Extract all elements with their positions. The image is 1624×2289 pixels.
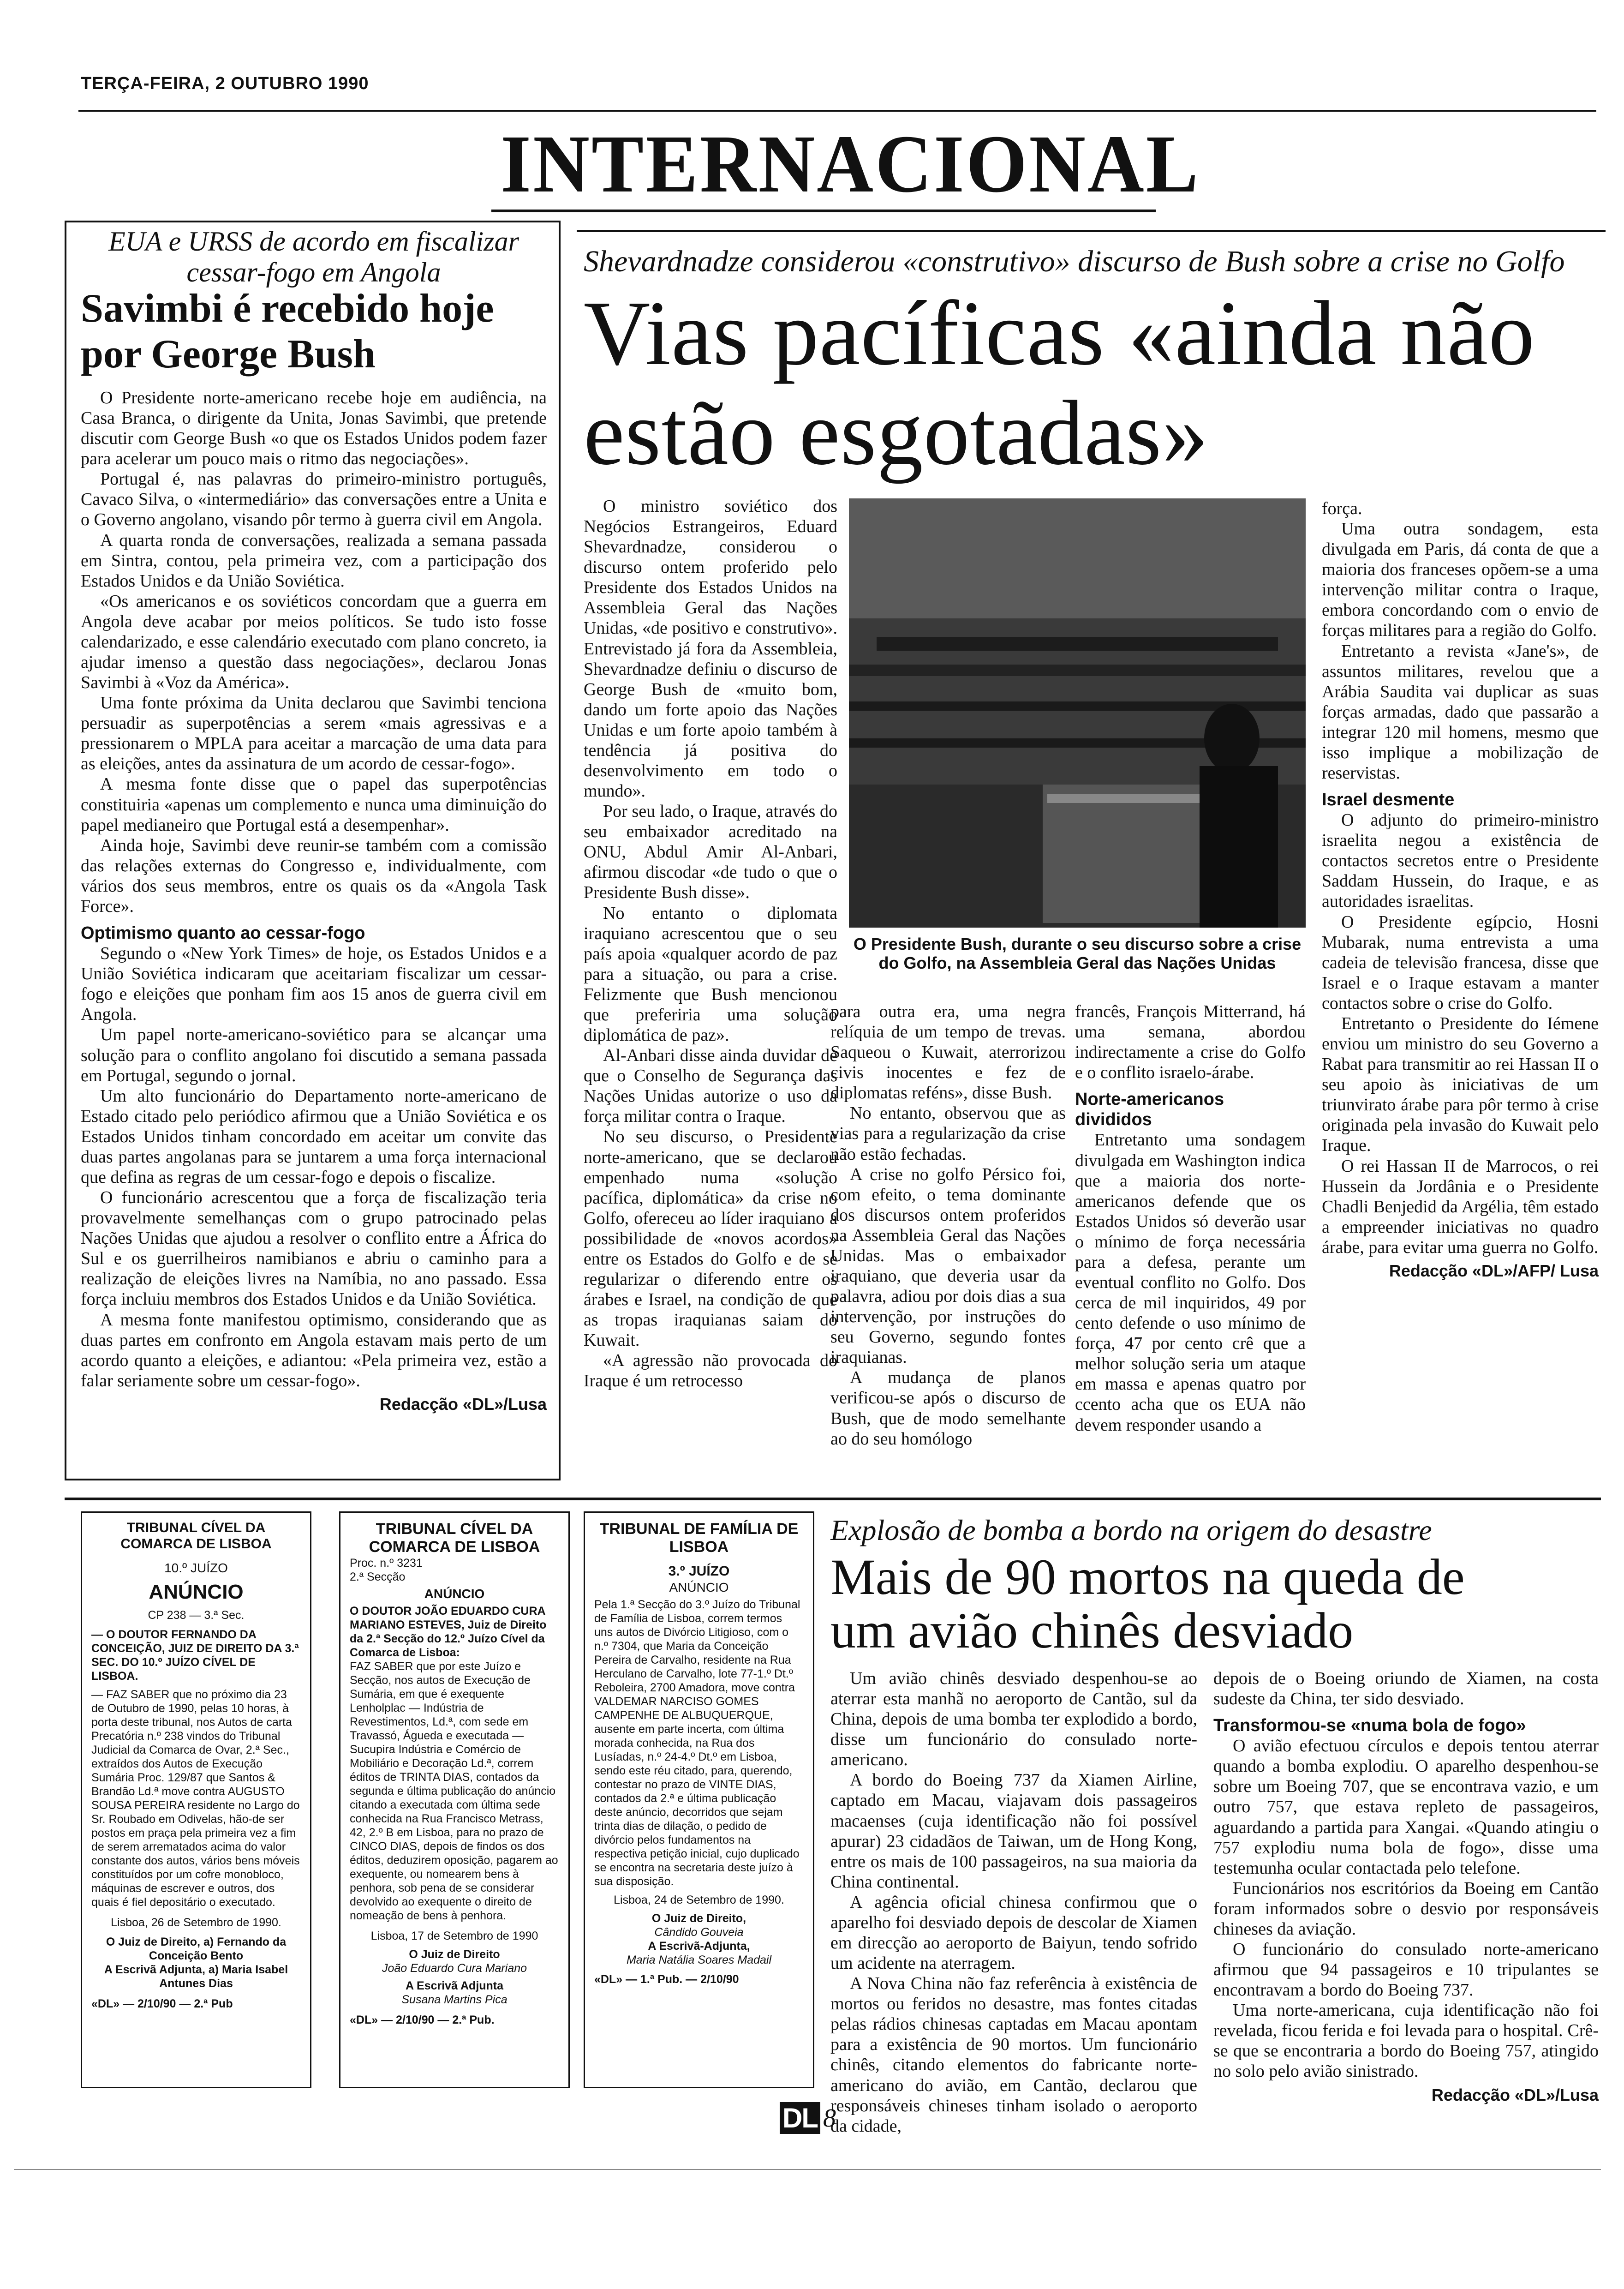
savimbi-subhead: Optimismo quanto ao cessar-fogo [81, 923, 365, 943]
savimbi-paragraph: A mesma fonte disse que o papel das superpotências constituiria «apenas um complemento e nunca uma diminuição do papel medianeiro que Portugal está a desempenhar». [81, 774, 547, 835]
golfo-column-3 [1075, 1001, 1306, 1435]
savimbi-paragraph: O funcionário acrescentou que a força de fiscalização teria provavelmente semelhanças com o grupo patrocinado pelas Nações Unidas que ajudou a resolver o conflito entre a África do Sul e os guerrilheiros namibianos e abriu o caminho para a realização de eleições livres na Namíbia, no ano passado. Essa força incluiu membros dos Estados Unidos e da União Soviética. [81, 1188, 547, 1309]
lower-section-rule [65, 1498, 1601, 1500]
court-notice-heading: ANÚNCIO [149, 1580, 244, 1603]
savimbi-paragraph: A quarta ronda de conversações, realizada a semana passada em Sintra, contou, pela primeira vez, com a participação dos Estados Unidos e da União Soviética. [81, 530, 547, 591]
page-footer [780, 2102, 836, 2134]
court-notice-judge-title: O Juiz de Direito, [651, 1912, 746, 1925]
golfo-column-4 [1322, 498, 1599, 1281]
aviao-paragraph: depois de o Boeing oriundo de Xiamen, na costa sudeste da China, ter sido desviado. [1213, 1669, 1599, 1709]
court-notice-pub: «DL» — 2/10/90 — 2.ª Pub. [350, 2013, 495, 2027]
golfo-column-2 [830, 1001, 1066, 1449]
aviao-paragraph: O funcionário do consulado norte-americano afirmou que 94 passageiros e 10 tripulantes se encontravam a bordo do Boeing 737. [1213, 1940, 1599, 2000]
court-notice-1 [81, 1511, 311, 2088]
aviao-kicker: Explosão de bomba a bordo na origem do desastre [830, 1514, 1432, 1546]
savimbi-paragraph: O Presidente norte-americano recebe hoje em audiência, na Casa Branca, o dirigente da Unita, Jonas Savimbi, que pretende discutir com George Bush «o que os Estados Unidos podem fazer para acelerar um pouco mais o ritmo das negociações». [81, 388, 547, 469]
court-notice-ref: CP 238 — 3.ª Sec. [148, 1609, 245, 1622]
aviao-headline: Mais de 90 mortos na queda de um avião chinês desviado [830, 1549, 1465, 1659]
court-notice-title: TRIBUNAL CÍVEL DA COMARCA DE LISBOA [120, 1520, 272, 1552]
golfo-subhead: Israel desmente [1322, 790, 1455, 810]
court-notice-title: TRIBUNAL CÍVEL DA COMARCA DE LISBOA [369, 1520, 540, 1556]
court-notice-date: Lisboa, 24 de Setembro de 1990. [614, 1894, 784, 1907]
golfo-headline: Vias pacíficas «ainda não estão esgotadas» [584, 282, 1535, 484]
aviao-paragraph: Uma norte-americana, cuja identificação não foi revelada, ficou ferida e foi levada para o hospital. Crê-se que se encontraria a bordo do Boeing 757, atingido no solo pelo avião sinistrado. [1213, 2001, 1599, 2081]
court-notice-date: Lisboa, 17 de Setembro de 1990 [370, 1929, 538, 1943]
golfo-paragraph: força. [1322, 499, 1362, 518]
aviao-byline: Redacção «DL»/Lusa [1431, 2085, 1599, 2104]
golfo-subhead: Norte-americanos divididos [1075, 1090, 1224, 1130]
savimbi-paragraph: Uma fonte próxima da Unita declarou que Savimbi tenciona persuadir as superpotências a serem «mais agressivas e a pressionarem o MPLA para aceitar a marcação de uma data para as eleições, antes da assinatura de um acordo de cessar-fogo». [81, 693, 547, 774]
page-number: 8 [823, 2103, 836, 2133]
court-notice-text: Pela 1.ª Secção do 3.º Juízo do Tribunal de Família de Lisboa, correm termos uns autos de Divórcio Litigioso, com o n.º 7304, que Maria da Conceição Pereira de Carvalho, residente na Rua Herculano de Carvalho, lote 77-1.º Dt.º Reboleira, 2700 Amadora, move contra VALDEMAR NARCISO GOMES CAMPENHE DE ALBUQUERQUE, ausente em parte incerta, com última morada conhecida, na Rua dos Lusíadas, n.º 24-4.º Dt.º em Lisboa, sendo este réu citado, para, querendo, contestar no prazo de VINTE DIAS, contados da 2.ª e última publicação deste anúncio, decorridos que sejam trinta dias de dilação, o pedido de divórcio pelos fundamentos na respectiva petição inicial, cujo duplicado se encontra na secretaria deste juízo à sua disposição. [594, 1598, 800, 1888]
edition-date: TERÇA-FEIRA, 2 OUTUBRO 1990 [81, 74, 369, 93]
savimbi-paragraph: Um papel norte-americano-soviético para se alcançar uma solução para o conflito angolano foi discutido a semana passada em Portugal, segundo o jornal. [81, 1025, 547, 1085]
aviao-paragraph: Funcionários nos escritórios da Boeing em Cantão foram informados sobre o desvio por responsáveis chineses da aviação. [1213, 1878, 1599, 1939]
court-notice-clerk: A Escrivã Adjunta, a) Maria Isabel Antunes Dias [104, 1963, 288, 1990]
header-rule [78, 110, 1596, 112]
aviao-paragraph: A agência oficial chinesa confirmou que o aparelho foi desviado depois de descolar de Xiamen em direcção ao aeroporto de Baiyun, tendo sofrido um acidente na aterragem. [830, 1892, 1197, 1973]
savimbi-paragraph: A mesma fonte manifestou optimismo, considerando que as duas partes em confronto em Angola estavam mais perto de um acordo quanto a eleições, e adiantou: «Pela primeira vez, estão a falar seriamente sobre um cessar-fogo». [81, 1310, 547, 1390]
court-notice-judge-title: O Juiz de Direito [409, 1948, 500, 1961]
aviao-column-2 [1213, 1668, 1599, 2104]
golfo-column-1 [584, 496, 837, 1391]
aviao-column-1 [830, 1668, 1197, 2136]
court-notice-text: — O DOUTOR FERNANDO DA CONCEIÇÃO, JUIZ DE DIREITO DA 3.ª SEC. DO 10.º JUÍZO CÍVEL DE LISBOA. [91, 1628, 299, 1683]
aviao-paragraph: A bordo do Boeing 737 da Xiamen Airline, captado em Macau, viajavam dois passageiros macaenses (cuja identificação não foi possível apurar) 23 cidadãos de Taiwan, um de Hong Kong, entre os mais de 100 passageiros, na sua maioria da China continental. [830, 1770, 1197, 1892]
savimbi-kicker: EUA e URSS de acordo em fiscalizar cessar-fogo em Angola [108, 226, 519, 288]
section-rule [491, 210, 1156, 212]
aviao-paragraph: A Nova China não faz referência à existência de mortos ou feridos no desastre, mas fontes citadas pelas rádios chinesas captadas em Macau apontam para a existência de 90 mortos. Um funcionário chinês, citando elementos do fabricante norte-americano do avião, em Cantão, declarou que responsáveis chineses tinham isolado o aeroporto da cidade, [830, 1974, 1197, 2136]
golfo-paragraph: francês, François Mitterrand, há uma semana, abordou indirectamente a crise do Golfo e o conflito israelo-árabe. [1075, 1002, 1306, 1083]
aviao-subhead: Transformou-se «numa bola de fogo» [1213, 1716, 1526, 1736]
court-notice-pub: «DL» — 1.ª Pub. — 2/10/90 [594, 1973, 739, 1986]
golfo-paragraph: O Presidente egípcio, Hosni Mubarak, numa entrevista a uma cadeia de televisão francesa, disse que Israel e o Iraque estavam a manter contactos sobre o crise do Golfo. [1322, 912, 1599, 1013]
section-title: INTERNACIONAL [501, 118, 1200, 210]
court-notice-date: Lisboa, 26 de Setembro de 1990. [111, 1916, 281, 1929]
savimbi-byline: Redacção «DL»/Lusa [379, 1394, 547, 1414]
golfo-kicker: Shevardnadze considerou «construtivo» discurso de Bush sobre a crise no Golfo [584, 245, 1565, 278]
court-notice-clerk: Maria Natália Soares Madail [626, 1953, 772, 1967]
court-notice-section: 2.ª Secção [350, 1570, 406, 1584]
golfo-paragraph: para outra era, uma negra relíquia de um tempo de trevas. Saqueou o Kuwait, aterrorizou civis inocentes e fez de diplomatas reféns», disse Bush. [830, 1002, 1066, 1103]
court-notice-2 [339, 1511, 570, 2088]
savimbi-paragraph: «Os americanos e os soviéticos concordam que a guerra em Angola deve acabar por meios políticos. Se tudo isto fosse calendarizado, e esse calendário executado com plano concreto, ia ajudar imenso a questão dass negociações», declarou Jonas Savimbi à «Voz da América». [81, 591, 547, 693]
golfo-paragraph: Entretanto a revista «Jane's», de assuntos militares, revelou que a Arábia Saudita vai duplicar as suas forças armadas, dado que passarão a integrar 120 mil homens, mesmo que isso implique a mobilização de reservistas. [1322, 641, 1599, 783]
court-notice-text: FAZ SABER que por este Juízo e Secção, nos autos de Execução de Sumária, em que é exequente Lenholplac — Indústria de Revestimentos, Ld.ª, com sede em Travassó, Águeda e executada — Sucupira Indústria e Comércio de Mobiliário e Decoração Ld.ª, correm éditos de TRINTA DIAS, contados da segunda e última publicação do anúncio citando a executada com última sede conhecida na Rua Francisco Metrass, 42, 2.º B em Lisboa, para no prazo de CINCO DIAS, depois de findos os dos éditos, deduzirem oposição, pagarem ao exequente, ou nomearem bens à penhora, sob pena de se considerar devolvido ao exequente o direito de nomeação de bens à penhora. [350, 1660, 558, 1923]
court-notice-judge: O Juiz de Direito, a) Fernando da Conceição Bento [106, 1935, 287, 1963]
court-notice-juizo: 10.º JUÍZO [164, 1561, 228, 1575]
golfo-paragraph: Por seu lado, o Iraque, através do seu embaixador acreditado na ONU, Abdul Amir Al-Anbari, afirmou discodar «de tudo o que o Presidente Bush disse». [584, 802, 837, 903]
golfo-paragraph: Al-Anbari disse ainda duvidar de que o Conselho de Segurança das Nações Unidas autorize o uso da força militar contra o Iraque. [584, 1046, 837, 1127]
court-notice-juizo: 3.º JUÍZO [668, 1564, 730, 1579]
photo-caption: O Presidente Bush, durante o seu discurso sobre a crise do Golfo, na Assembleia Geral das Nações Unidas [853, 935, 1302, 973]
savimbi-paragraph: Segundo o «New York Times» de hoje, os Estados Unidos e a União Soviética indicaram que aceitariam fiscalizar um cessar-fogo e eleições que ponham fim aos 15 anos de guerra civil em Angola. [81, 944, 547, 1025]
court-notice-judge: João Eduardo Cura Mariano [382, 1962, 527, 1975]
golfo-paragraph: Uma outra sondagem, esta divulgada em Paris, dá conta de que a maioria dos franceses opõem-se a uma intervenção militar contra o Iraque, embora concordando com o envio de forças militares para a região do Golfo. [1322, 519, 1599, 641]
savimbi-body [81, 388, 547, 1414]
golfo-paragraph: Entretanto uma sondagem divulgada em Washington indica que a maioria dos norte-americanos defende que os Estados Unidos só deverão usar o mínimo de força necessária para a defesa, perante um eventual conflito no Golfo. Dos cerca de mil inquiridos, 49 por cento defende o uso mínimo de força, 47 por cento crê que a melhor solução seria um ataque em massa e apenas quatro por ccento acha que os EUA não devem responder usando a [1075, 1130, 1306, 1435]
court-notice-3 [584, 1511, 814, 2088]
court-notice-clerk-title: A Escrivã Adjunta [405, 1979, 504, 1993]
aviao-paragraph: O avião efectuou círculos e depois tentou aterrar quando a bomba explodiu. O aparelho despenhou-se sobre um Boeing 707, que se encontrava vazio, e um outro 757, que estava repleto de passageiros, aguardando a partida para Xangai. «Quando atingiu o 757 explodiu numa bola de fogo», disse uma testemunha ocular contactada pelo telefone. [1213, 1736, 1599, 1878]
golfo-paragraph: O adjunto do primeiro-ministro israelita negou a existência de contactos secretos entre o Presidente Saddam Hussein, do Iraque, e as autoridades israelitas. [1322, 810, 1599, 911]
aviao-paragraph: Um avião chinês desviado despenhou-se ao aterrar esta manhã no aeroporto de Cantão, sul da China, depois de uma bomba ter explodido a bordo, disse um funcionário do consulado norte-americano. [830, 1669, 1197, 1770]
court-notice-proc: Proc. n.º 3231 [350, 1557, 423, 1570]
golfo-paragraph: A crise no golfo Pérsico foi, com efeito, o tema dominante dos discursos ontem proferidos na Assembleia Geral das Nações Unidas. Mas o embaixador iraquiano, que deveria usar da palavra, adiou por dois dias a sua intervenção, por instruções do seu Governo, segundo fontes iraquianas. [830, 1164, 1066, 1367]
court-notice-text: — FAZ SABER que no próximo dia 23 de Outubro de 1990, pelas 10 horas, à porta deste tribunal, nos Autos de carta Precatória n.º 238 vindos do Tribunal Judicial da Comarca de Ovar, 2.ª Sec., extraídos dos Autos de Execução Sumária Proc. 129/87 que Santos & Brandão Ld.ª move contra AUGUSTO SOUSA PEREIRA residente no Largo do Sr. Roubado em Odivelas, hão-de ser postos em praça pela primeira vez a fim de serem arrematados acima do valor constante dos autos, vários bens móveis constituídos por um cofre monobloco, máquinas de escrever e outros, dos quais é fiel depositário o executado. [91, 1688, 300, 1909]
court-notice-title: TRIBUNAL DE FAMÍLIA DE LISBOA [599, 1520, 799, 1556]
photo-illustration [849, 498, 1306, 928]
court-notice-heading: ANÚNCIO [669, 1580, 729, 1594]
golfo-paragraph: A mudança de planos verificou-se após o discurso de Bush, que de modo semelhante ao do seu homólogo [830, 1368, 1066, 1449]
golfo-paragraph: No entanto, observou que as vias para a regularização da crise não estão fechadas. [830, 1103, 1066, 1164]
scan-edge-rule [14, 2169, 1601, 2170]
golfo-paragraph: «A agressão não provocada do Iraque é um retrocesso [584, 1351, 837, 1391]
golfo-paragraph: No seu discurso, o Presidente norte-americano, que se declarou empenhado numa «solução pacífica, diplomática» da crise no Golfo, ofereceu ao líder iraquiano a possibilidade de «novos acordos» entre os Estados do Golfo e de se regularizar o diferendo entre os árabes e Israel, na condição de que as tropas iraquianas saiam do Kuwait. [584, 1127, 837, 1350]
court-notice-judge: Cândido Gouveia [654, 1926, 744, 1939]
savimbi-headline: Savimbi é recebido hoje por George Bush [81, 286, 494, 377]
bush-un-photo [849, 498, 1306, 928]
dl-logo: DL [780, 2102, 820, 2134]
golfo-paragraph: Entretanto o Presidente do Iémene enviou um ministro do seu Governo a Rabat para transmitir ao rei Hassan II o seu apoio às iniciativas de um triunvirato árabe para pôr termo à crise originada pela invasão do Kuwait pelo Iraque. [1322, 1013, 1599, 1156]
savimbi-paragraph: Um alto funcionário do Departamento norte-americano de Estado citado pelo periódico afirmou que a União Soviética e os Estados Unidos tinham concordado em aceitar um convite das duas partes angolanas para se juntarem a uma força internacional que defina as regras de um cessar-fogo e depois o fiscalize. [81, 1086, 547, 1187]
golfo-byline: Redacção «DL»/AFP/ Lusa [1389, 1261, 1599, 1280]
golfo-paragraph: O rei Hassan II de Marrocos, o rei Hussein da Jordânia e o Presidente Chadli Benjedid da Argélia, têm estado a empreender iniciativas no quadro árabe, para evitar uma guerra no Golfo. [1322, 1156, 1599, 1257]
court-notice-clerk: Susana Martins Pica [401, 1993, 508, 2007]
savimbi-paragraph: Portugal é, nas palavras do primeiro-ministro português, Cavaco Silva, o «intermediário» das conversações entre a Unita e o Governo angolano, visando pôr termo à guerra civil em Angola. [81, 469, 547, 530]
golfo-paragraph: O ministro soviético dos Negócios Estrangeiros, Eduard Shevardnadze, considerou o discurso ontem proferido pelo Presidente dos Estados Unidos na Assembleia Geral das Nações Unidas, «de positivo e construtivo». Entrevistado já fora da Assembleia, Shevardnadze definiu o discurso de George Bush de «muito bom, dando um forte apoio das Nações Unidas e um forte apoio também à tendência já positiva do desenvolvimento em todo o mundo». [584, 497, 837, 801]
golfo-top-rule [577, 230, 1606, 232]
court-notice-clerk-title: A Escrivã-Adjunta, [648, 1940, 750, 1953]
court-notice-pub: «DL» — 2/10/90 — 2.ª Pub [91, 1997, 233, 2011]
savimbi-paragraph: Ainda hoje, Savimbi deve reunir-se também com a comissão das relações externas do Congresso e, individualmente, com vários dos seus membros, entre os quais os da «Angola Task Force». [81, 835, 547, 916]
court-notice-text: O DOUTOR JOÃO EDUARDO CURA MARIANO ESTEVES, Juiz de Direito da 2.ª Secção do 12.º Juízo Cível da Comarca de Lisboa: [350, 1605, 547, 1660]
golfo-paragraph: No entanto o diplomata iraquiano acrescentou que o seu país apoia «qualquer acordo de paz para a situação, ou para a crise. Felizmente que Bush mencionou que preferiria uma solução diplomática de paz». [584, 903, 837, 1045]
court-notice-heading: ANÚNCIO [424, 1587, 485, 1601]
